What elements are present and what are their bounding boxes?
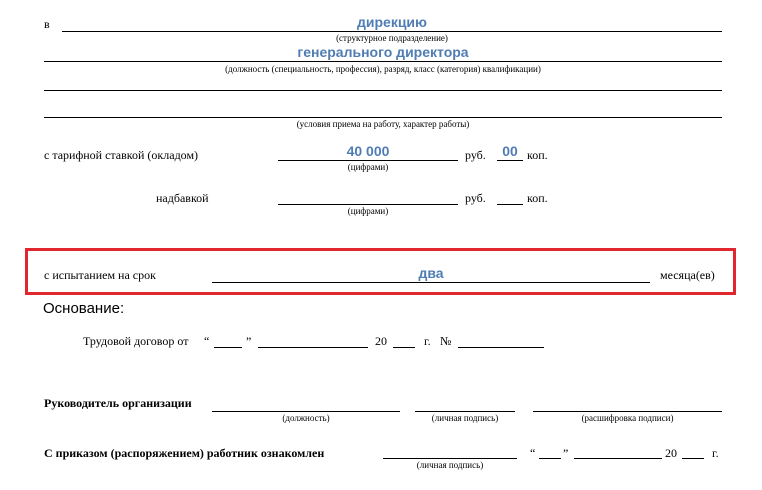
contract-label: Трудовой договор от bbox=[83, 334, 189, 348]
months-label: месяца(ев) bbox=[660, 268, 715, 282]
ack-quote-open: “ bbox=[530, 446, 536, 460]
position-value[interactable]: генерального директора bbox=[297, 44, 469, 60]
tariff-rub-value[interactable]: 40 000 bbox=[346, 143, 390, 159]
ack-year-prefix: 20 bbox=[665, 446, 677, 460]
tariff-kop-value[interactable]: 00 bbox=[502, 143, 518, 159]
tariff-digits-caption: (цифрами) bbox=[347, 162, 389, 172]
tariff-kop-label: коп. bbox=[527, 148, 548, 162]
contract-year-suffix: г. bbox=[424, 334, 431, 348]
basis-title: Основание: bbox=[43, 300, 125, 317]
probation-label: с испытанием на срок bbox=[44, 268, 156, 282]
head-sign-line bbox=[415, 411, 515, 412]
contract-month-line bbox=[258, 347, 368, 348]
head-label: Руководитель организации bbox=[44, 396, 192, 410]
bonus-digits-caption: (цифрами) bbox=[347, 206, 389, 216]
probation-line bbox=[212, 282, 650, 283]
ack-sign-line bbox=[383, 458, 517, 459]
head-sign-caption: (личная подпись) bbox=[431, 413, 499, 423]
contract-number-line bbox=[458, 347, 544, 348]
ack-year-line bbox=[682, 458, 704, 459]
bonus-kop-label: коп. bbox=[527, 191, 548, 205]
tariff-label: с тарифной ставкой (окладом) bbox=[44, 148, 199, 162]
ack-day-line bbox=[539, 458, 561, 459]
ack-sign-caption: (личная подпись) bbox=[416, 460, 484, 470]
department-line bbox=[62, 31, 722, 32]
position-line bbox=[44, 61, 722, 62]
department-value[interactable]: дирекцию bbox=[356, 14, 427, 30]
head-decode-caption: (расшифровка подписи) bbox=[581, 413, 674, 423]
head-position-line bbox=[212, 411, 400, 412]
probation-value[interactable]: два bbox=[418, 265, 444, 281]
contract-day-line bbox=[214, 347, 242, 348]
bonus-label: надбавкой bbox=[156, 191, 209, 205]
ack-label: С приказом (распоряжением) работник ознакомлен bbox=[44, 446, 325, 460]
tariff-rub-label: руб. bbox=[465, 148, 486, 162]
head-decode-line bbox=[533, 411, 722, 412]
department-caption: (структурное подразделение) bbox=[336, 33, 448, 43]
conditions-caption: (условия приема на работу, характер работы) bbox=[296, 119, 470, 129]
prefix-v: в bbox=[44, 17, 50, 31]
contract-number-sign: № bbox=[440, 334, 452, 348]
tariff-kop-line bbox=[497, 160, 523, 161]
bonus-rub-label: руб. bbox=[465, 191, 486, 205]
position-caption: (должность (специальность, профессия), разряд, класс (категория) квалификации) bbox=[225, 64, 541, 74]
head-position-caption: (должность) bbox=[282, 413, 330, 423]
ack-month-line bbox=[574, 458, 662, 459]
tariff-rub-line bbox=[278, 160, 458, 161]
conditions-line-2 bbox=[44, 117, 722, 118]
ack-quote-close: ” bbox=[563, 446, 569, 460]
contract-year-prefix: 20 bbox=[375, 334, 387, 348]
conditions-line-1 bbox=[44, 90, 722, 91]
bonus-kop-line bbox=[497, 204, 523, 205]
ack-year-suffix: г. bbox=[712, 446, 719, 460]
contract-quote-close: ” bbox=[246, 334, 252, 348]
contract-year-line bbox=[393, 347, 415, 348]
contract-quote-open: “ bbox=[204, 334, 210, 348]
bonus-rub-line bbox=[278, 204, 458, 205]
